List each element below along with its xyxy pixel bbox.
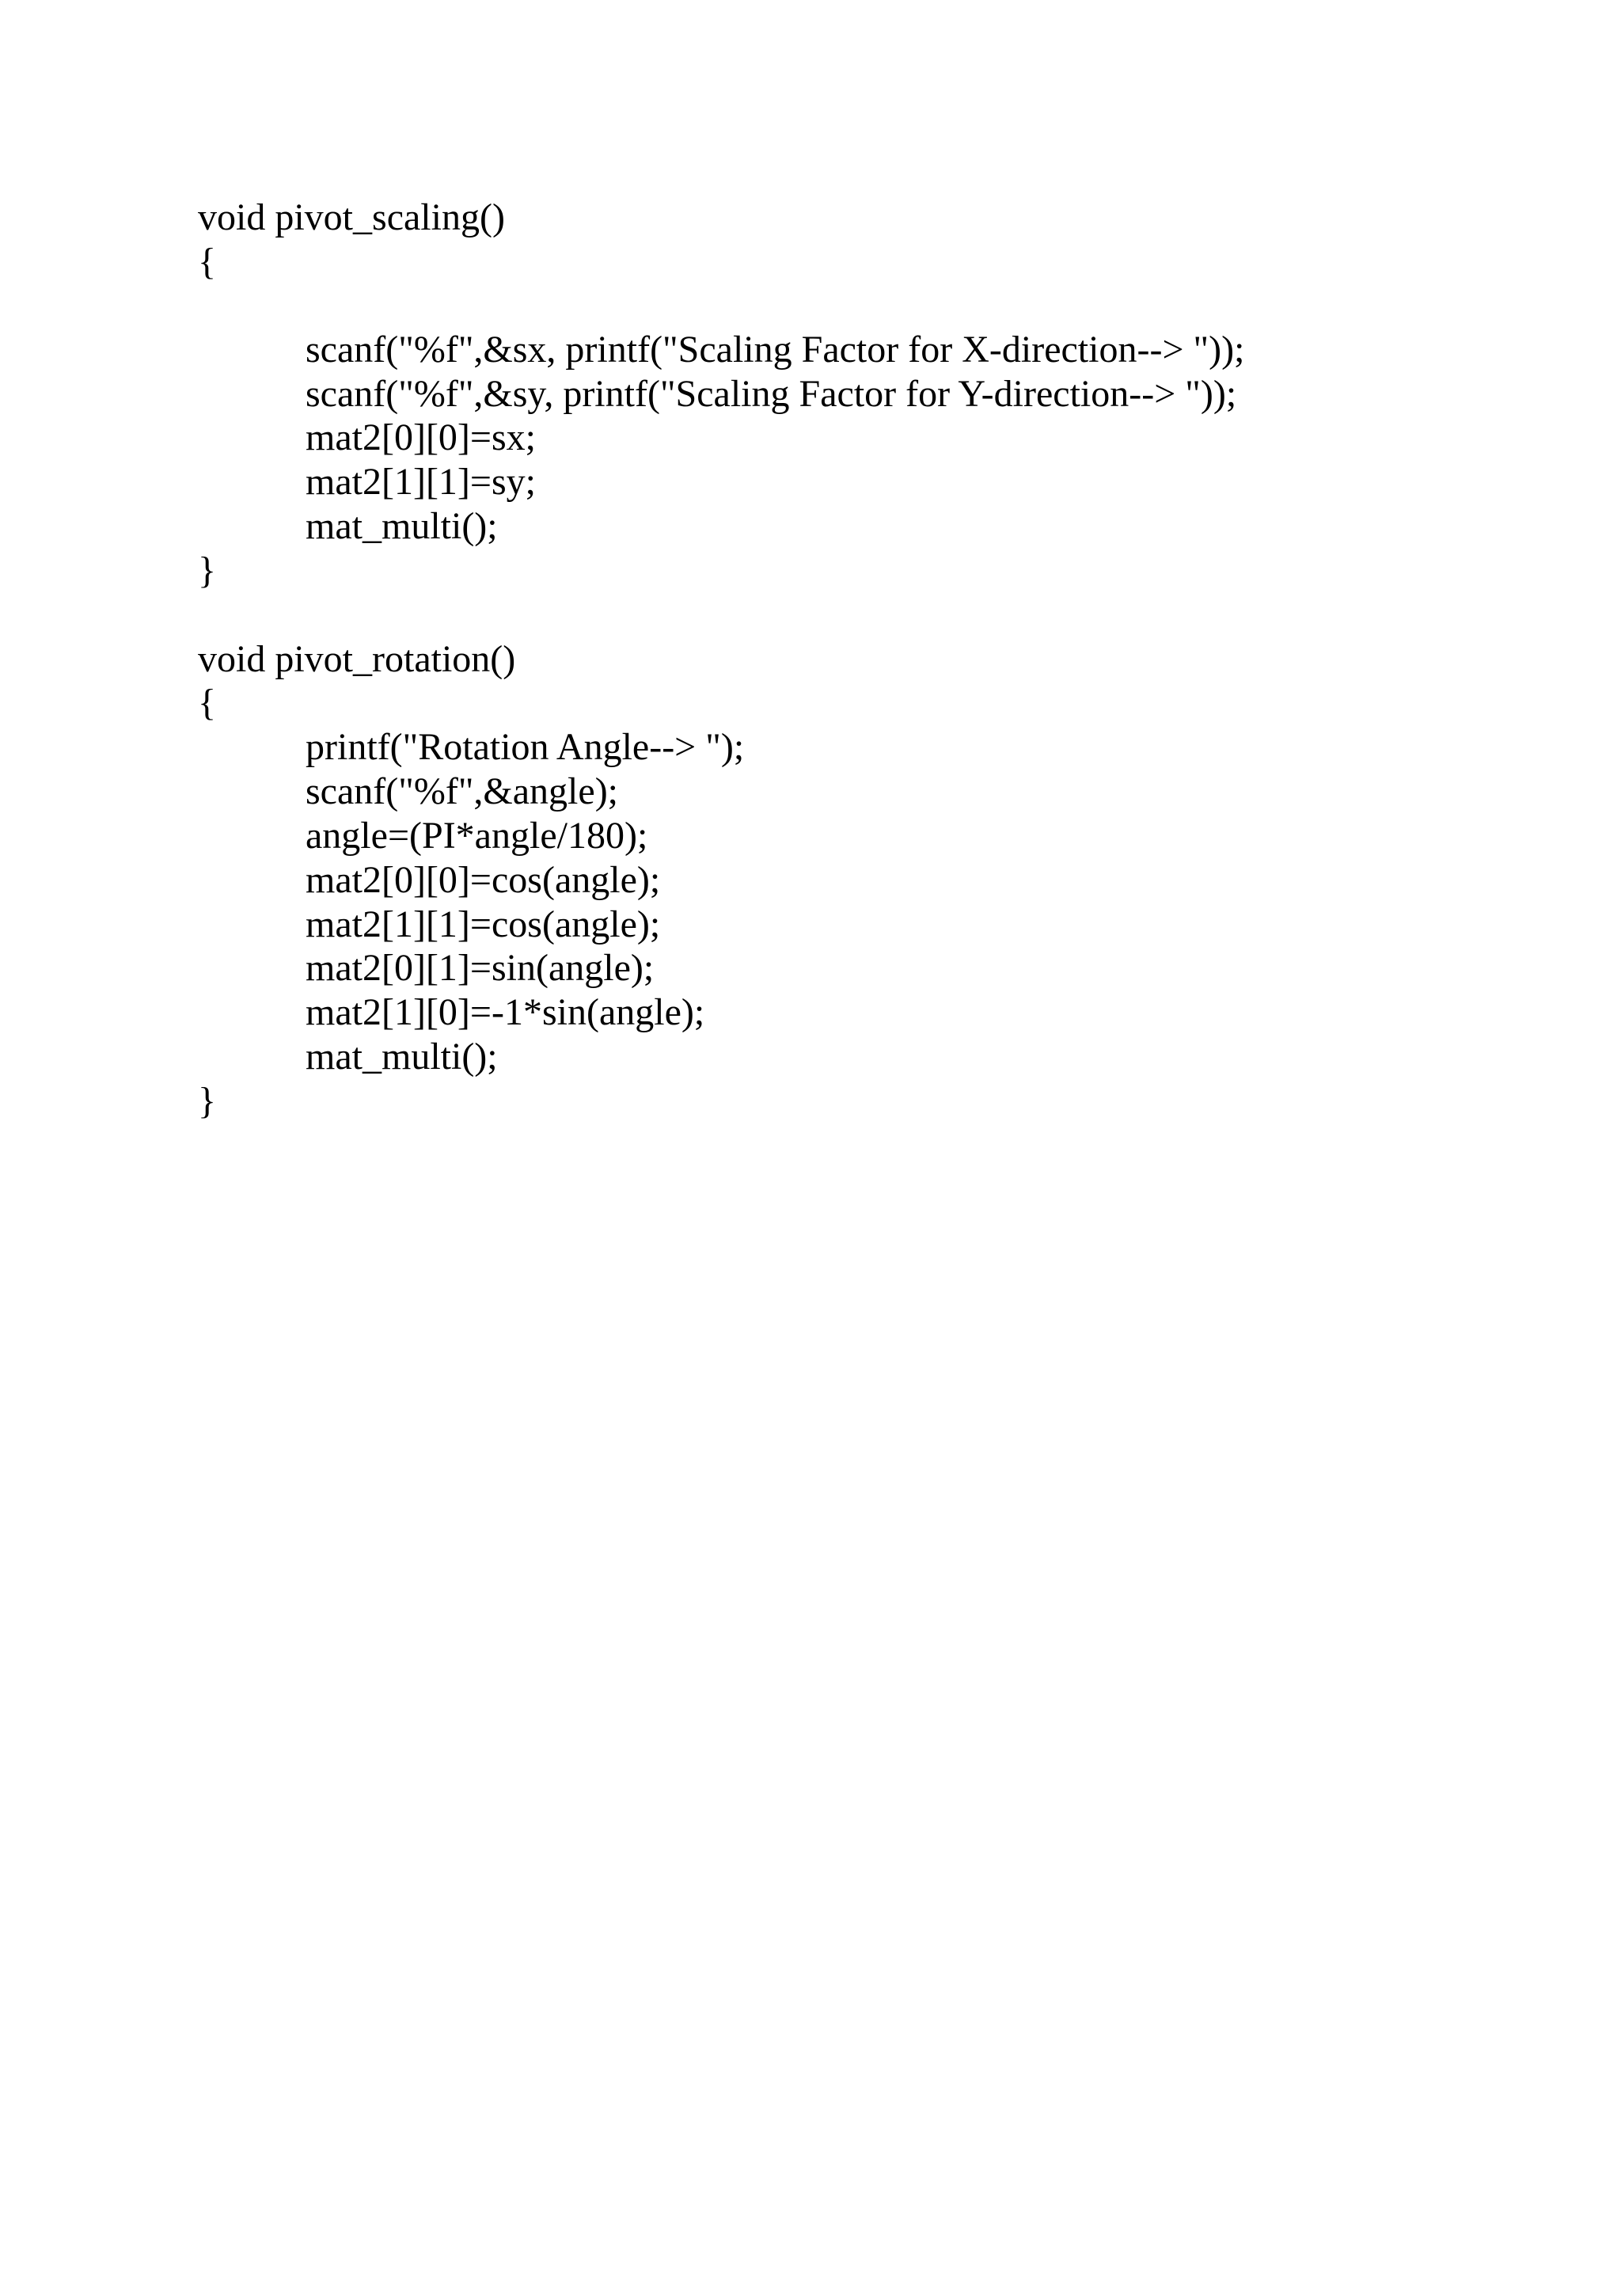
code-line-13: printf("Rotation Angle--> "); <box>306 726 745 768</box>
code-line-5: scanf("%f",&sy, printf("Scaling Factor for Y-direction--> ")); <box>306 373 1237 415</box>
code-line-2: { <box>198 241 217 283</box>
code-line-9: } <box>198 549 217 591</box>
code-line-1: void pivot_scaling() <box>198 196 505 238</box>
code-line-18: mat2[0][1]=sin(angle); <box>306 947 655 989</box>
code-line-19: mat2[1][0]=-1*sin(angle); <box>306 991 705 1033</box>
code-line-8: mat_multi(); <box>306 505 498 547</box>
code-line-11: void pivot_rotation() <box>198 638 516 680</box>
code-line-15: angle=(PI*angle/180); <box>306 815 648 857</box>
code-line-21: } <box>198 1080 217 1122</box>
code-line-17: mat2[1][1]=cos(angle); <box>306 903 661 945</box>
code-line-4: scanf("%f",&sx, printf("Scaling Factor for X-direction--> ")); <box>306 329 1245 371</box>
code-line-6: mat2[0][0]=sx; <box>306 416 536 458</box>
code-line-16: mat2[0][0]=cos(angle); <box>306 859 661 901</box>
code-line-7: mat2[1][1]=sy; <box>306 461 536 503</box>
code-line-12: { <box>198 682 217 724</box>
code-line-14: scanf("%f",&angle); <box>306 770 619 812</box>
code-line-20: mat_multi(); <box>306 1036 498 1078</box>
